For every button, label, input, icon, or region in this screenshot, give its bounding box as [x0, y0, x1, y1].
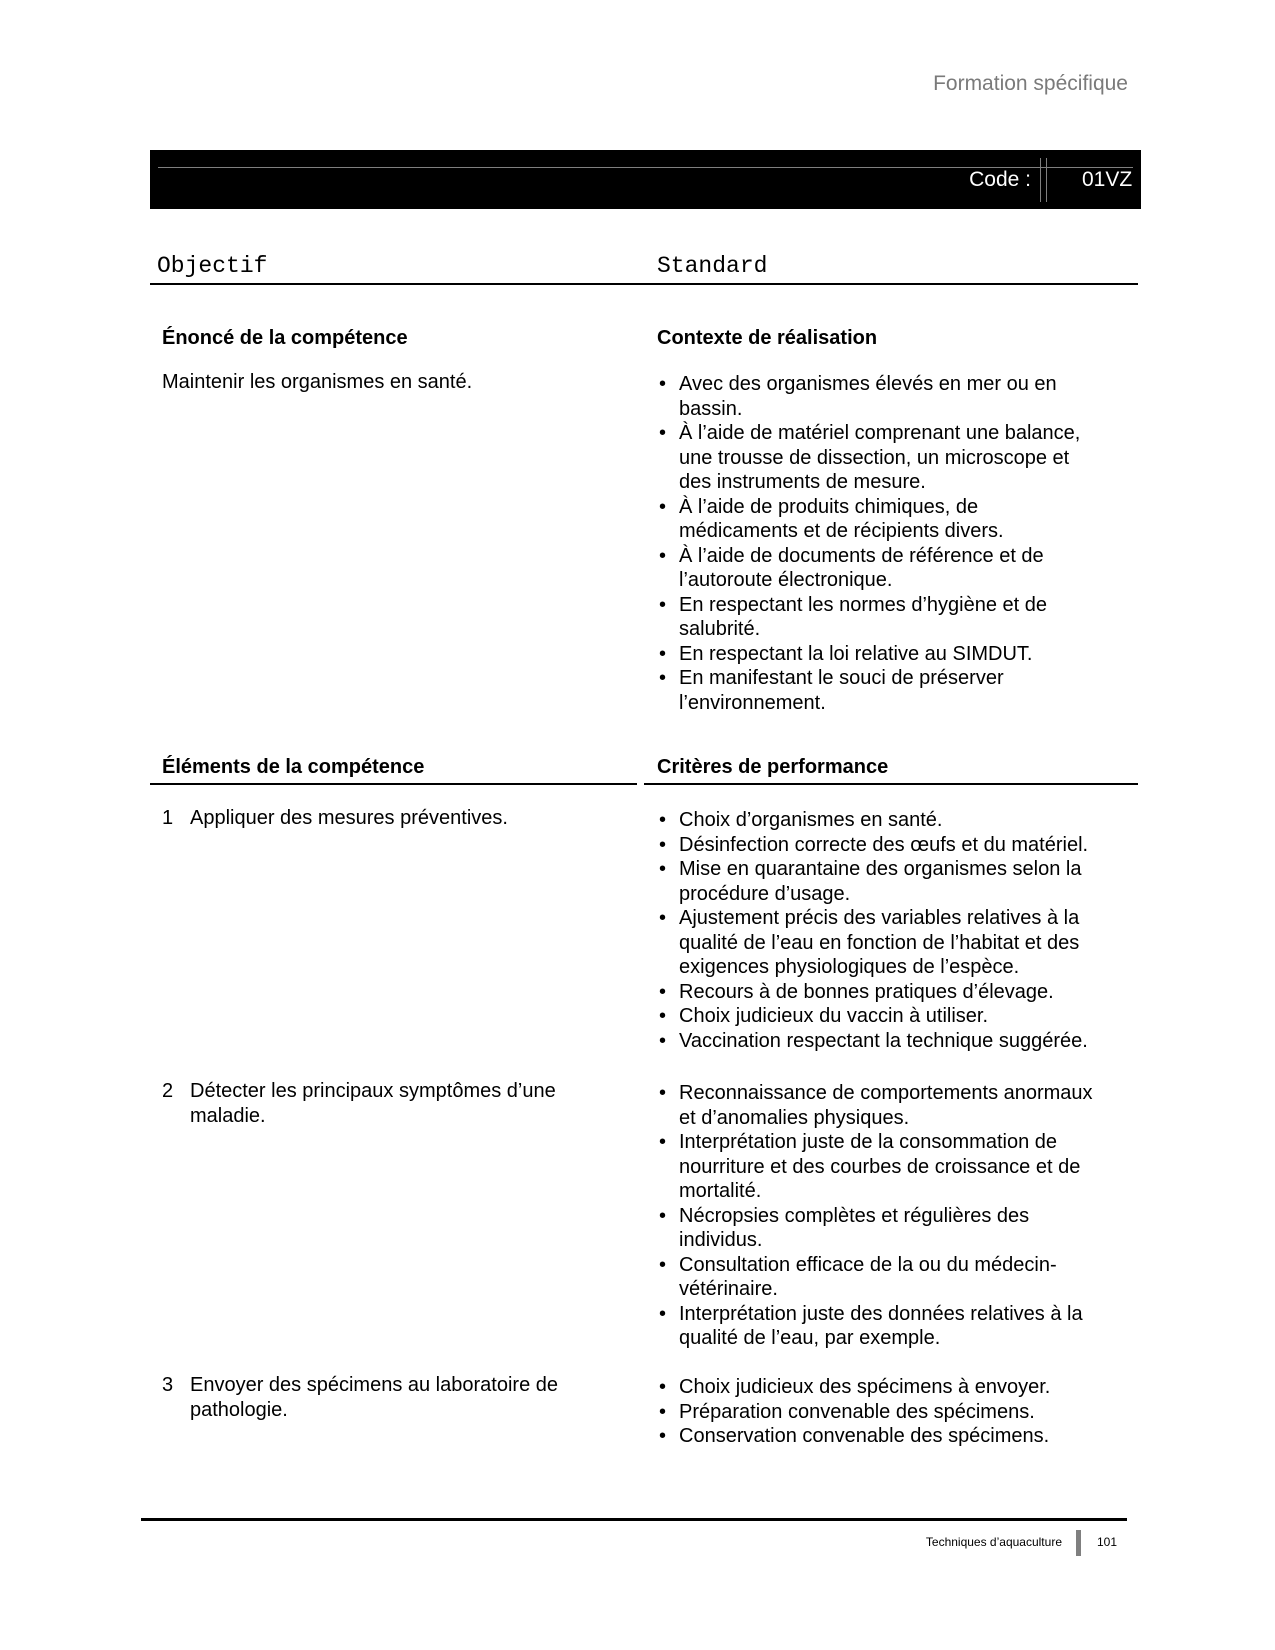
- elements-heading: Éléments de la compétence: [162, 756, 425, 778]
- list-item: • Recours à de bonnes pratiques d’élevage.: [657, 980, 1102, 1005]
- list-item: • Conservation convenable des spécimens.: [657, 1424, 1102, 1449]
- list-item: • Désinfection correcte des œufs et du matériel.: [657, 833, 1102, 858]
- list-item: • En manifestant le souci de préserver l’environnement.: [657, 666, 1102, 715]
- list-item: • Vaccination respectant la technique suggérée.: [657, 1029, 1102, 1054]
- page-number: 101: [1097, 1535, 1118, 1549]
- list-item: • À l’aide de matériel comprenant une balance, une trousse de dissection, un microscope et des instruments de mesure.: [657, 421, 1102, 495]
- list-item: • Reconnaissance de comportements anormaux et d’anomalies physiques.: [657, 1081, 1102, 1130]
- list-item: • En respectant la loi relative au SIMDUT.: [657, 642, 1102, 667]
- list-item: • Ajustement précis des variables relatives à la qualité de l’eau en fonction de l’habitat et des exigences physiologiques de l’espèce.: [657, 906, 1102, 980]
- list-item: • Consultation efficace de la ou du médecin-vétérinaire.: [657, 1253, 1102, 1302]
- criteria-divider: [644, 783, 1138, 785]
- element-number: 3: [162, 1374, 174, 1396]
- code-label: Code :: [969, 168, 1031, 191]
- code-bar-separator: [1046, 158, 1047, 202]
- list-item: • Choix judicieux du vaccin à utiliser.: [657, 1004, 1102, 1029]
- element-text: Appliquer des mesures préventives.: [190, 807, 508, 829]
- footer-separator: [1076, 1530, 1081, 1556]
- footer-rule: [141, 1518, 1127, 1521]
- list-item: • Mise en quarantaine des organismes selon la procédure d’usage.: [657, 857, 1102, 906]
- criteria-list: [657, 1375, 1102, 1449]
- context-heading: Contexte de réalisation: [657, 327, 878, 349]
- element-text: Envoyer des spécimens au laboratoire de pathologie.: [190, 1374, 558, 1421]
- elements-divider: [150, 783, 637, 785]
- list-item: • Choix d’organismes en santé.: [657, 808, 1102, 833]
- element-text: Détecter les principaux symptômes d’une maladie.: [190, 1080, 556, 1127]
- list-item: • Interprétation juste des données relatives à la qualité de l’eau, par exemple.: [657, 1302, 1102, 1351]
- competence-statement: Maintenir les organismes en santé.: [162, 371, 473, 393]
- header-divider: [150, 283, 1138, 285]
- competence-statement-heading: Énoncé de la compétence: [162, 327, 408, 349]
- criteria-list: [657, 1081, 1102, 1351]
- column-title-objectif: Objectif: [157, 253, 268, 279]
- code-bar-separator: [1040, 158, 1041, 202]
- code-bar: [150, 150, 1141, 209]
- list-item: • À l’aide de produits chimiques, de médicaments et de récipients divers.: [657, 495, 1102, 544]
- list-item: • Interprétation juste de la consommation de nourriture et des courbes de croissance et de mortalité.: [657, 1130, 1102, 1204]
- criteria-heading: Critères de performance: [657, 756, 889, 778]
- context-list: [657, 372, 1102, 715]
- footer-title: Techniques d’aquaculture: [925, 1535, 1062, 1549]
- element-number: 2: [162, 1080, 174, 1102]
- element-number: 1: [162, 807, 174, 829]
- code-value: 01VZ: [1082, 168, 1133, 191]
- list-item: • Nécropsies complètes et régulières des individus.: [657, 1204, 1102, 1253]
- criteria-list: [657, 808, 1102, 1053]
- running-header: Formation spécifique: [933, 72, 1128, 95]
- list-item: • Avec des organismes élevés en mer ou en bassin.: [657, 372, 1102, 421]
- column-title-standard: Standard: [657, 253, 768, 279]
- list-item: • À l’aide de documents de référence et de l’autoroute électronique.: [657, 544, 1102, 593]
- list-item: • Choix judicieux des spécimens à envoyer.: [657, 1375, 1102, 1400]
- list-item: • Préparation convenable des spécimens.: [657, 1400, 1102, 1425]
- list-item: • En respectant les normes d’hygiène et de salubrité.: [657, 593, 1102, 642]
